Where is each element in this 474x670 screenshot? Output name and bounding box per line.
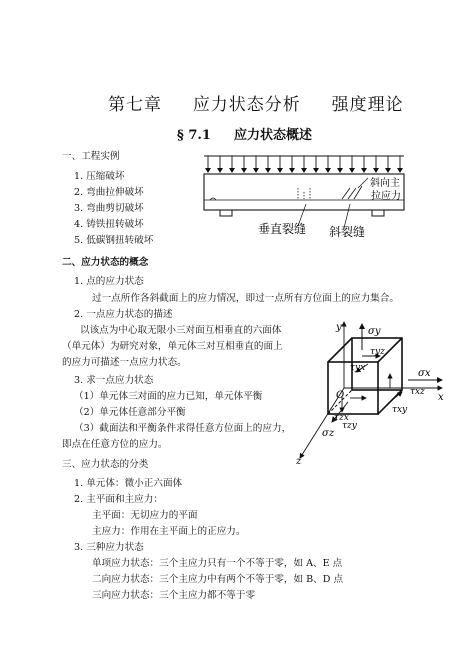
solve-item-3a: （3）截面法和平衡条件求得任意方位面上的应力， — [74, 423, 292, 434]
beam-crack-figure — [198, 148, 412, 248]
list-item: 3. 弯曲剪切破坏 — [74, 203, 144, 214]
chapter-theory: 强度理论 — [331, 95, 404, 115]
section-title — [177, 124, 312, 143]
chapter-title — [108, 90, 404, 115]
section-name: 应力状态概述 — [234, 128, 313, 143]
list-item: 4. 铸铁扭转破坏 — [74, 219, 144, 230]
class-item-3a: 单项应力状态：三个主应力只有一个不等于零，如 A、E 点 — [92, 558, 343, 569]
class-item-2b: 主应力：作用在主平面上的正应力。 — [92, 526, 246, 537]
class-item-3b: 二向应力状态：三个主应力中有两个不等于零，如 B、D 点 — [92, 574, 344, 585]
stress-element-cube — [292, 318, 452, 466]
tau-xy-label: τxy — [392, 405, 408, 415]
cube-edges — [328, 338, 402, 414]
description-line-3: 的应力可描述一点应力状态。 — [62, 357, 187, 368]
label-diagonal-crack: 斜裂缝 — [329, 225, 366, 239]
section-number: § 7.1 — [177, 128, 211, 143]
description-line-2: （单元体）为研究对象，单元体三对互相垂直的面上 — [62, 341, 283, 352]
axis-y-label: y — [336, 322, 342, 333]
distributed-load-arrows — [208, 156, 400, 170]
class-item-1: 1. 单元体：微小正六面体 — [74, 478, 183, 489]
class-item-2a: 主平面：无切应力的平面 — [92, 510, 198, 521]
list-item: 5. 低碳钢扭转破坏 — [74, 235, 154, 246]
heading-engineering-examples: 一、工程实例 — [62, 151, 120, 162]
solve-item-1: （1）单元体三对面的应力已知，单元体平衡 — [74, 391, 263, 402]
solve-item-2: （2）单元体任意部分平衡 — [74, 407, 186, 418]
solve-item-3b: 即点在任意方位的应力。 — [62, 439, 168, 450]
class-item-3: 3. 三种应力状态 — [74, 542, 144, 553]
left-support — [220, 210, 232, 216]
class-item-3c: 三向应力状态：三个主应力都不等于零 — [92, 590, 256, 601]
right-support — [372, 210, 384, 216]
list-item: 2. 弯曲拉伸破坏 — [74, 187, 144, 198]
origin-label: O — [336, 390, 345, 401]
point-stress-state-title: 1. 点的应力状态 — [74, 276, 144, 287]
sigma-x-label: σx — [418, 368, 431, 379]
point-stress-state-text: 过一点所作各斜截面上的应力情况，即过一点所有方位面上的应力集合。 — [92, 293, 399, 304]
heading-stress-state-concept: 二、应力状态的概念 — [62, 257, 149, 268]
chapter-number: 第七章 — [108, 95, 162, 115]
class-item-2: 2. 主平面和主应力： — [74, 494, 163, 505]
label-vertical-crack: 垂直裂缝 — [258, 222, 307, 236]
tau-xz-label: τxz — [410, 387, 425, 397]
crack-marks — [210, 186, 362, 200]
axis-x-label: x — [438, 392, 444, 403]
axis-z-label: z — [296, 456, 302, 466]
heading-stress-state-classification: 三、应力状态的分类 — [62, 459, 149, 470]
description-line-1: 以该点为中心取无限小三对面互相垂直的六面体 — [80, 325, 282, 336]
description-title: 2. 一点应力状态的描述 — [74, 309, 173, 320]
solve-title: 3. 求一点应力状态 — [74, 375, 154, 386]
tau-yz-label: τyz — [370, 347, 385, 357]
sigma-y-label: σy — [368, 326, 381, 337]
chapter-name: 应力状态分析 — [192, 95, 301, 115]
sigma-z-label: σz — [322, 428, 335, 439]
tau-zy-label: τzy — [342, 421, 357, 431]
label-principal-tensile-1: 斜向主 — [370, 178, 400, 189]
tau-zx-label: τzx — [334, 413, 349, 423]
list-item: 1. 压缩破坏 — [74, 171, 125, 182]
tau-yx-label: τyx — [350, 363, 366, 373]
label-principal-tensile-2: 拉应力 — [371, 191, 401, 202]
